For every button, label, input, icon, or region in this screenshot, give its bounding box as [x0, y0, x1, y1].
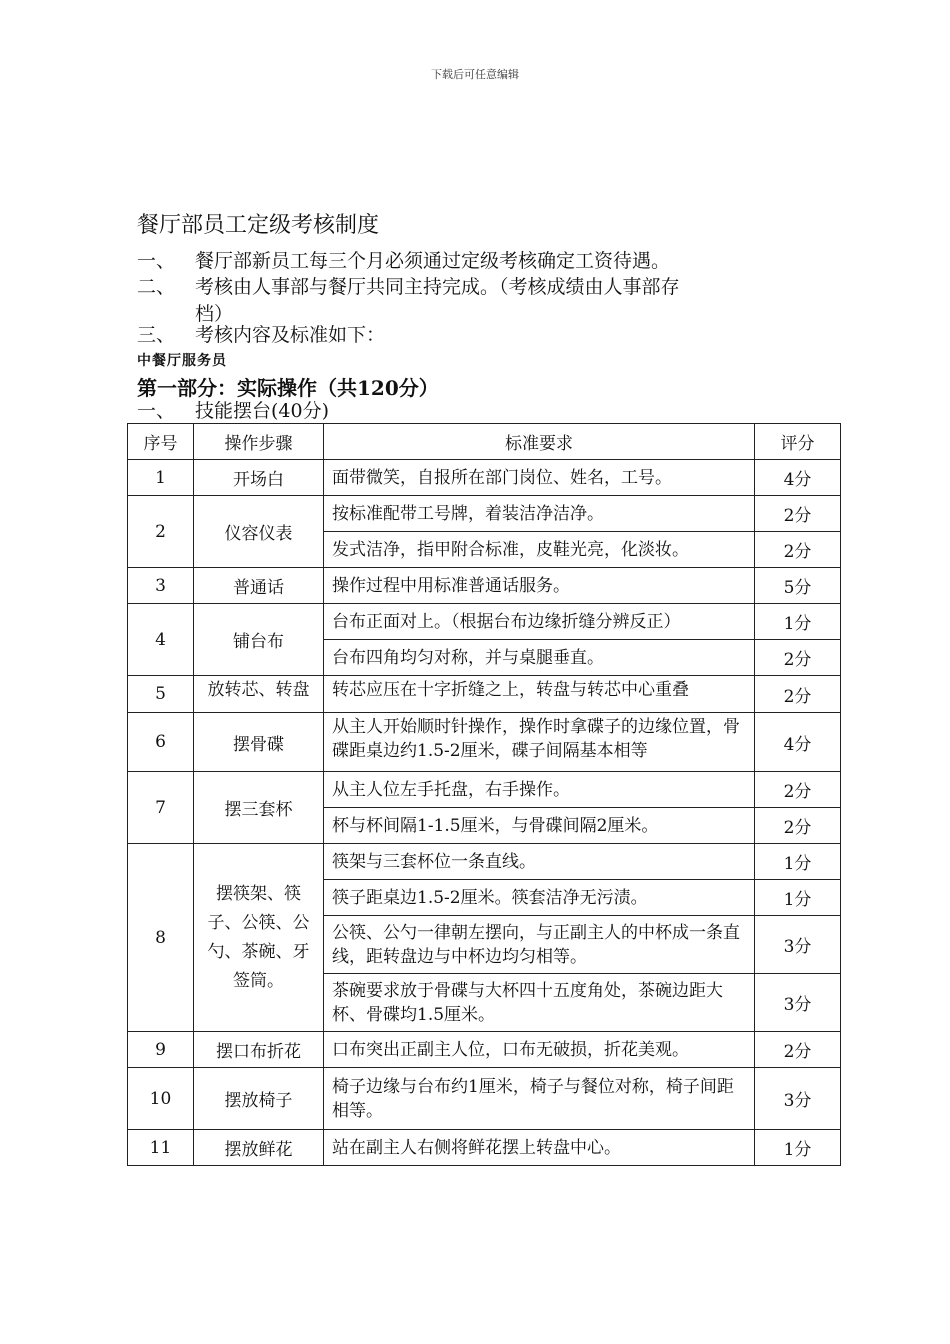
row-no: 7 — [128, 772, 194, 844]
row-requirement: 台布正面对上。（根据台布边缘折缝分辨反正） — [324, 604, 755, 640]
row-requirement: 转芯应压在十字折缝之上，转盘与转芯中心重叠 — [332, 680, 689, 700]
row-no: 11 — [128, 1130, 194, 1166]
row-score: 4分 — [755, 713, 841, 772]
table-row — [128, 772, 841, 808]
clause-text: 考核内容及标准如下： — [195, 324, 386, 346]
row-requirement: 从主人位左手托盘，右手操作。 — [324, 772, 755, 808]
clause-number: 二、 — [137, 276, 176, 298]
row-requirement: 茶碗要求放于骨碟与大杯四十五度角处，茶碗边距大杯、骨碟均1.5厘米。 — [324, 974, 755, 1032]
row-score: 2分 — [755, 532, 841, 568]
row-score: 5分 — [755, 568, 841, 604]
row-step-cell — [194, 676, 324, 713]
clause-text: 考核由人事部与餐厅共同主持完成。（考核成绩由人事部存 — [195, 276, 680, 298]
row-requirement: 公筷、公勺一律朝左摆向，与正副主人的中杯成一条直线，距转盘边与中杯边均匀相等。 — [324, 916, 755, 974]
row-no: 8 — [128, 844, 194, 1032]
row-step: 铺台布 — [194, 604, 324, 676]
row-no: 5 — [128, 676, 194, 713]
row-score: 3分 — [755, 916, 841, 974]
row-score: 2分 — [755, 676, 841, 713]
header-score: 评分 — [755, 424, 841, 460]
row-no: 6 — [128, 713, 194, 772]
row-requirement: 台布四角均匀对称，并与桌腿垂直。 — [324, 640, 755, 676]
row-step: 放转芯、转盘 — [207, 680, 310, 700]
table-row — [128, 460, 841, 496]
row-requirement: 杯与杯间隔1-1.5厘米，与骨碟间隔2厘米。 — [324, 808, 755, 844]
row-score: 2分 — [755, 808, 841, 844]
row-step: 摆骨碟 — [194, 713, 324, 772]
header-step: 操作步骤 — [194, 424, 324, 460]
row-score: 3分 — [755, 974, 841, 1032]
row-no: 2 — [128, 496, 194, 568]
row-requirement: 从主人开始顺时针操作，操作时拿碟子的边缘位置，骨碟距桌边约1.5-2厘米，碟子间隔基本相等 — [332, 717, 740, 761]
table-row — [128, 1032, 841, 1068]
row-score: 3分 — [755, 1068, 841, 1130]
part-heading: 第一部分：实际操作（共120分） — [137, 376, 439, 400]
row-score: 2分 — [755, 640, 841, 676]
row-score: 1分 — [755, 880, 841, 916]
clause-2-continuation: 档） — [195, 303, 234, 325]
table-row — [128, 604, 841, 640]
section-heading — [137, 400, 329, 422]
row-score: 2分 — [755, 1032, 841, 1068]
row-score: 1分 — [755, 844, 841, 880]
clause-3 — [137, 324, 385, 346]
row-requirement: 发式洁净，指甲附合标准，皮鞋光亮，化淡妆。 — [324, 532, 755, 568]
row-requirement: 按标准配带工号牌，着装洁净洁净。 — [324, 496, 755, 532]
row-step: 摆三套杯 — [194, 772, 324, 844]
row-no: 1 — [128, 460, 194, 496]
row-no: 4 — [128, 604, 194, 676]
table-row — [128, 713, 841, 772]
clause-text: 餐厅部新员工每三个月必须通过定级考核确定工资待遇。 — [195, 250, 671, 272]
row-no: 10 — [128, 1068, 194, 1130]
table-row — [128, 496, 841, 532]
row-score: 2分 — [755, 496, 841, 532]
page-header-note: 下载后可任意编辑 — [431, 68, 519, 81]
row-no: 9 — [128, 1032, 194, 1068]
row-requirement-cell — [324, 713, 755, 772]
row-step: 摆筷架、筷子、公筷、公勺、茶碗、牙签筒。 — [194, 844, 324, 1032]
row-requirement: 筷架与三套杯位一条直线。 — [324, 844, 755, 880]
row-step: 摆口布折花 — [194, 1032, 324, 1068]
row-step: 普通话 — [194, 568, 324, 604]
row-requirement: 椅子边缘与台布约1厘米，椅子与餐位对称，椅子间距相等。 — [324, 1068, 755, 1130]
row-score: 4分 — [755, 460, 841, 496]
subheading: 中餐厅服务员 — [137, 353, 227, 369]
clause-2 — [137, 276, 680, 298]
table-header-row — [128, 424, 841, 460]
section-text: 技能摆台(40分) — [195, 400, 330, 422]
row-step: 仪容仪表 — [194, 496, 324, 568]
row-score: 1分 — [755, 1130, 841, 1166]
table-row — [128, 1068, 841, 1130]
row-step: 开场白 — [194, 460, 324, 496]
assessment-table — [127, 423, 841, 1166]
row-step: 摆放鲜花 — [194, 1130, 324, 1166]
table-row — [128, 568, 841, 604]
row-requirement: 操作过程中用标准普通话服务。 — [324, 568, 755, 604]
row-requirement: 口布突出正副主人位，口布无破损，折花美观。 — [324, 1032, 755, 1068]
table-row — [128, 676, 841, 713]
row-requirement: 站在副主人右侧将鲜花摆上转盘中心。 — [324, 1130, 755, 1166]
header-requirement: 标准要求 — [324, 424, 755, 460]
row-score: 1分 — [755, 604, 841, 640]
clause-1 — [137, 250, 670, 272]
table-row — [128, 1130, 841, 1166]
row-requirement: 面带微笑，自报所在部门岗位、姓名，工号。 — [324, 460, 755, 496]
clause-number: 一、 — [137, 250, 176, 272]
document-title: 餐厅部员工定级考核制度 — [137, 213, 380, 238]
header-no: 序号 — [128, 424, 194, 460]
row-requirement: 筷子距桌边1.5-2厘米。筷套洁净无污渍。 — [324, 880, 755, 916]
row-no: 3 — [128, 568, 194, 604]
row-step: 摆放椅子 — [194, 1068, 324, 1130]
clause-number: 三、 — [137, 324, 176, 346]
row-score: 2分 — [755, 772, 841, 808]
section-number: 一、 — [137, 400, 176, 422]
row-requirement-cell — [324, 676, 755, 713]
table-row — [128, 844, 841, 880]
